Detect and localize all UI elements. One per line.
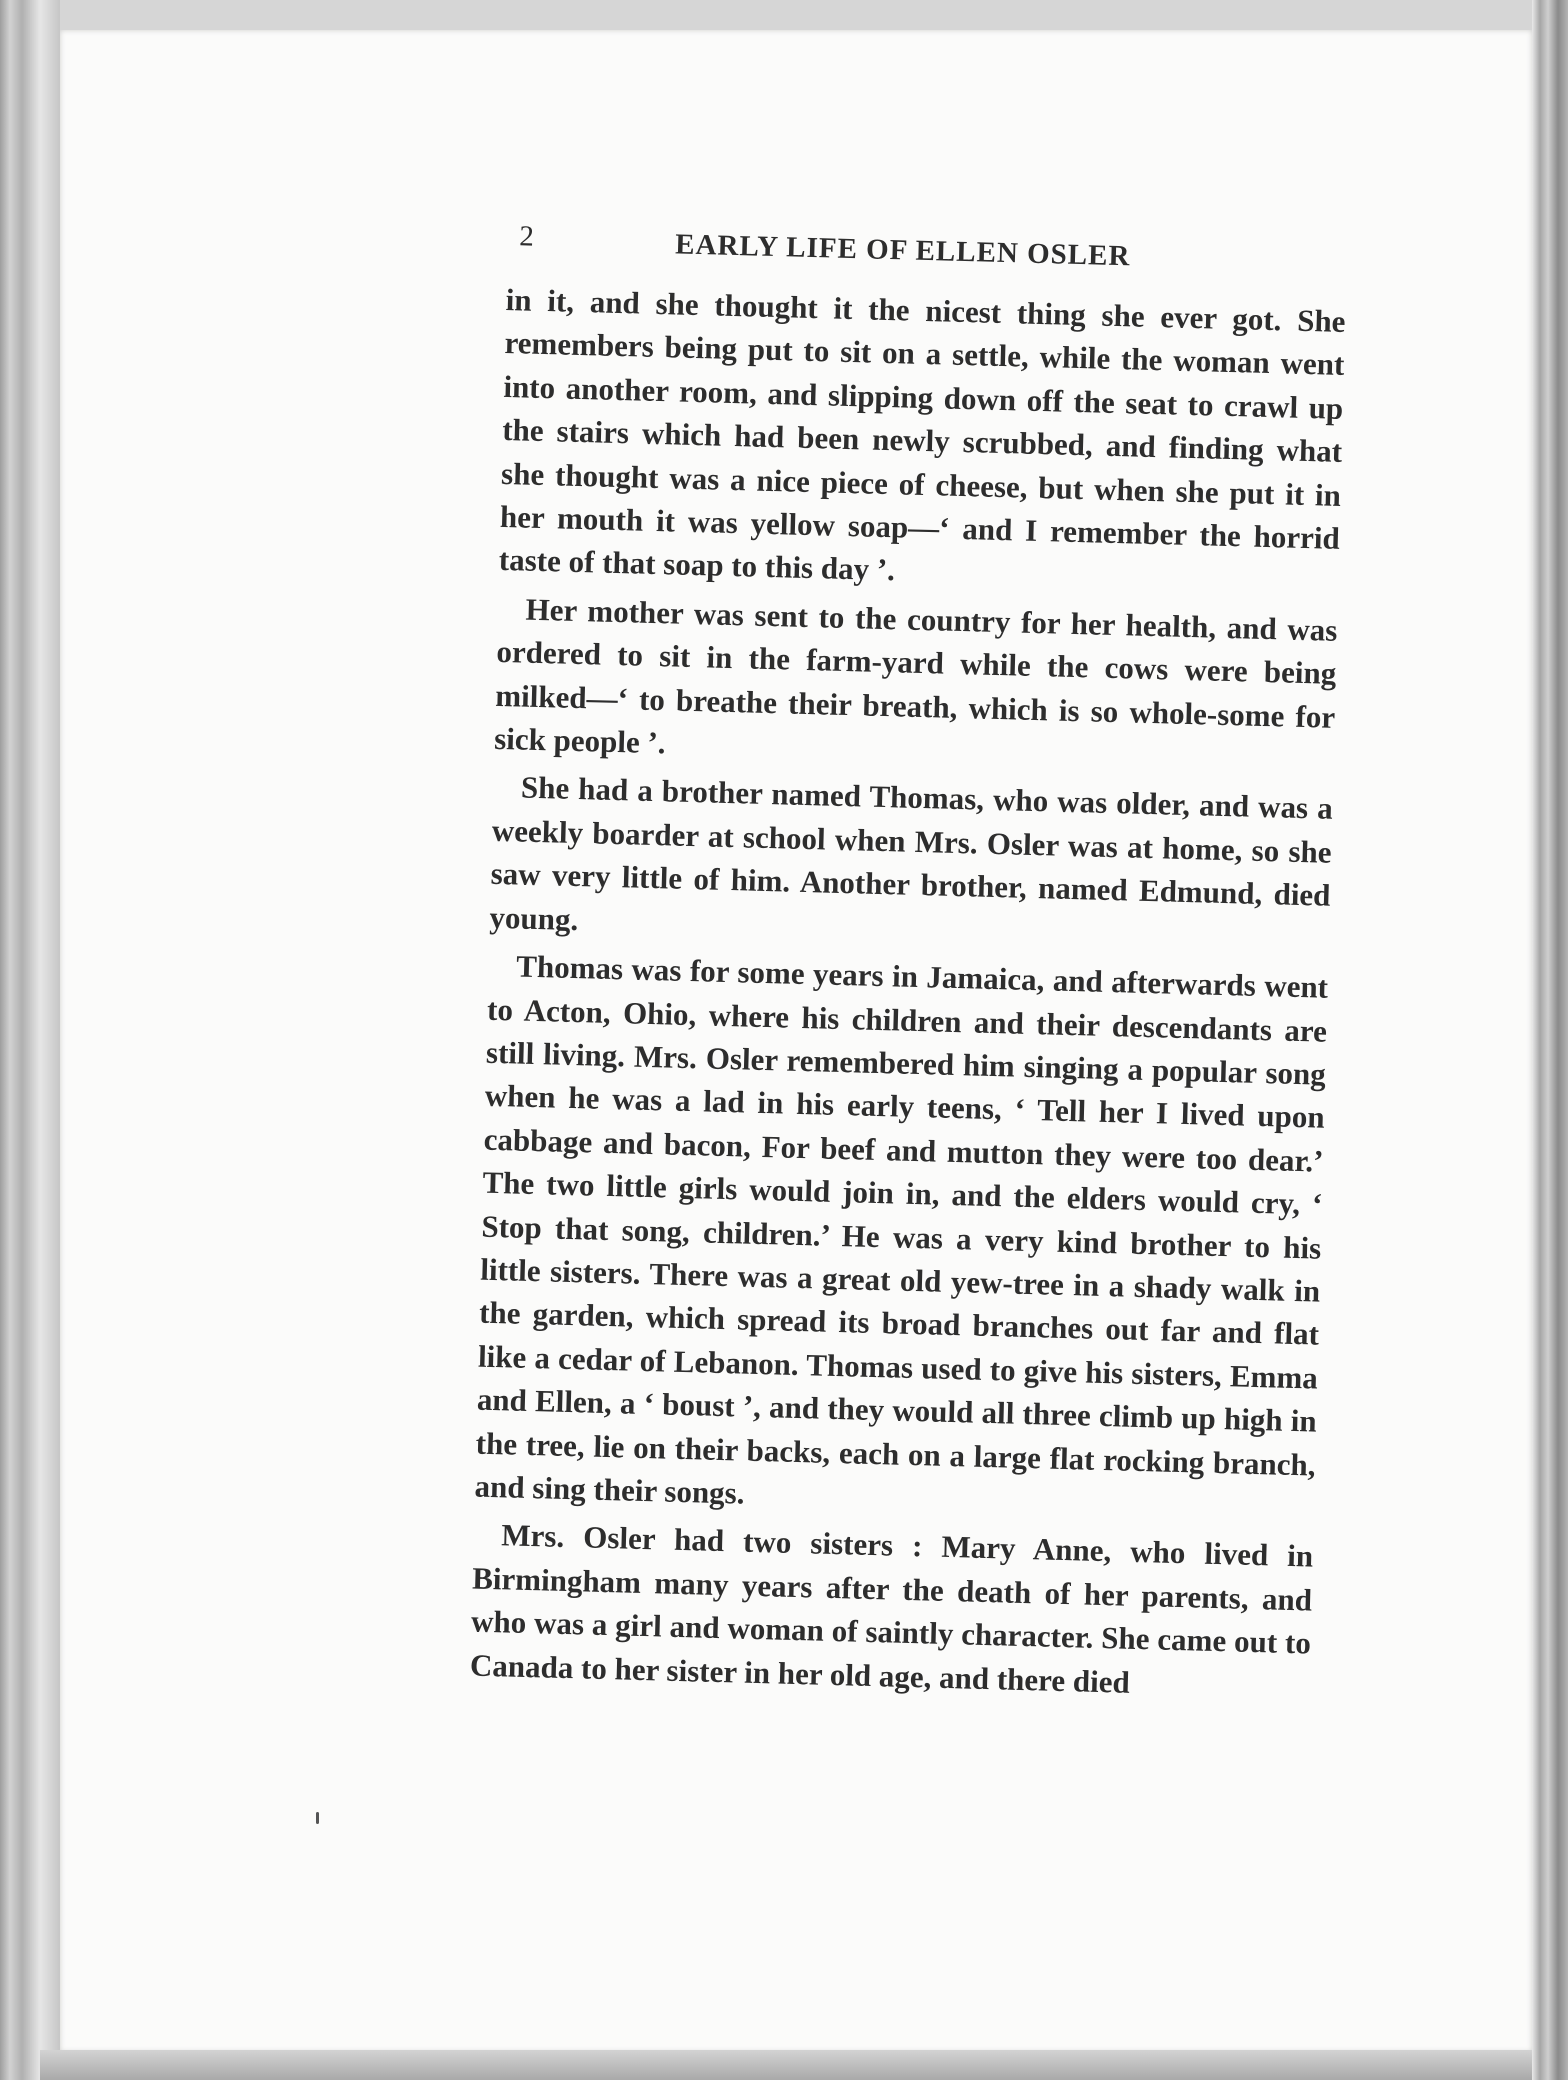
paragraph-thomas-jamaica: Thomas was for some years in Jamaica, and afterwards went to Acton, Ohio, where his children and their descendants are still living. Mrs. Osler remembered him singing a popular song when he was a lad in his early teens, ‘ Tell her I lived upon cabbage and bacon, For beef and mutton they were too dear.’ The two little girls would join in, and the elders would cry, ‘ Stop that song, children.’ He was a very kind brother to his little sisters. There was a great old yew-tree in a shady walk in the garden, which spread its broad branches out far and flat like a cedar of Lebanon. Thomas used to give his sisters, Emma and Ellen, a ‘ boust ’, and they would all three climb up high in the tree, lie on their backs, each on a large flat rocking branch, and sing their songs. <box>474 948 1329 1511</box>
paragraph-sisters: Mrs. Osler had two sisters : Mary Anne, who lived in Birmingham many years after the death of her parents, and who was a girl and woman of saintly character. She came out to Canada to her sister in her old age, and there died <box>469 1517 1314 1700</box>
paragraph-mother: Her mother was sent to the country for her health, and was ordered to sit in the farm-yard while the cows were being milked—‘ to breathe their breath, which is so whole-some for sick people ’. <box>493 591 1338 761</box>
book-edge-bottom <box>40 2050 1532 2080</box>
page-number: 2 <box>519 220 536 253</box>
page-title: EARLY LIFE OF ELLEN OSLER <box>674 228 1131 273</box>
book-binding-left <box>0 0 60 2080</box>
book-edge-right <box>1532 0 1568 2080</box>
paragraph-continuation: in it, and she thought it the nicest thing she ever got. She remembers being put to sit on a settle, while the woman went into another room, and slipping down off the seat to crawl up the stairs which had been newly scrubbed, and finding what she thought was a nice piece of cheese, but when she put it in her mouth it was yellow soap—‘ and I remember the horrid taste of that soap to this day ’. <box>498 281 1346 588</box>
paragraph-brother-thomas: She had a brother named Thomas, who was older, and was a weekly boarder at school when Mrs. Osler was at home, so she saw very little of him. Another brother, named Edmund, died young. <box>489 770 1334 937</box>
ink-speck <box>316 1812 319 1824</box>
text-block <box>469 214 1347 1708</box>
